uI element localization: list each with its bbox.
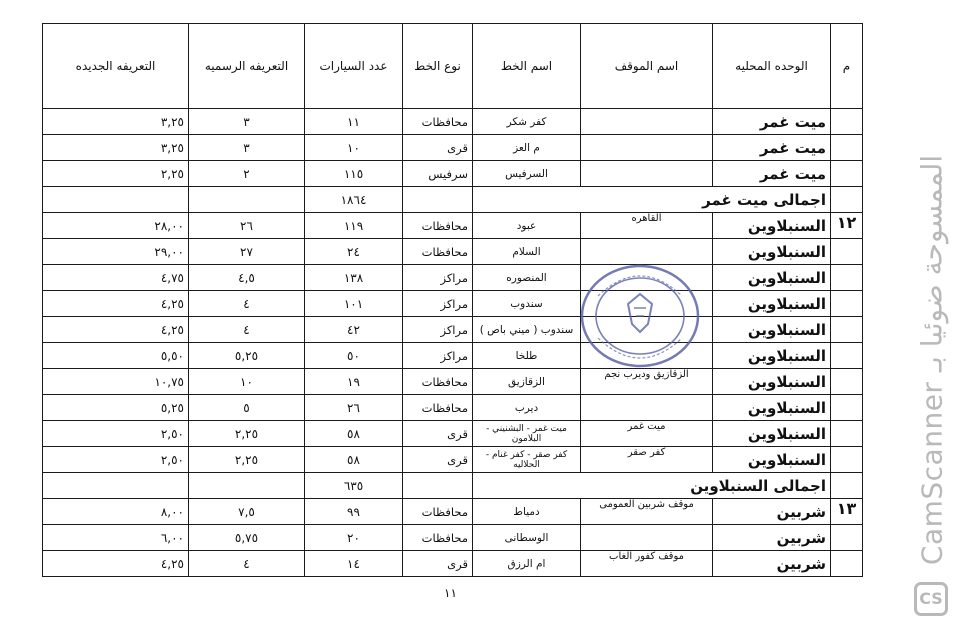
cell-m: ١٢ — [831, 213, 863, 239]
cell-unit: السنبلاوين — [713, 239, 831, 265]
cell-stop: موقف كفور الغاب — [581, 551, 713, 577]
cell-official-fare: ٧,٥ — [189, 499, 305, 525]
cell-line: دمياط — [473, 499, 581, 525]
cell-official-fare: ٢٧ — [189, 239, 305, 265]
cell-unit: شربين — [713, 551, 831, 577]
cell-stop — [581, 239, 713, 265]
cell-cars: ١١ — [305, 109, 403, 135]
cell-new-fare: ٥,٥٠ — [43, 343, 189, 369]
cell-unit: شربين — [713, 499, 831, 525]
cell-stop: القاهره — [581, 213, 713, 239]
cell-type — [403, 187, 473, 213]
cell-type: مراكز — [403, 291, 473, 317]
cell-line: كفر شكر — [473, 109, 581, 135]
cell-stop — [581, 161, 713, 187]
cell-new-fare: ٢,٢٥ — [43, 161, 189, 187]
cell-new-fare: ٣,٢٥ — [43, 109, 189, 135]
cell-m — [831, 135, 863, 161]
cell-unit: شربين — [713, 525, 831, 551]
cell-official-fare: ٤,٥ — [189, 265, 305, 291]
cell-type: محافظات — [403, 109, 473, 135]
cell-unit: ميت غمر — [713, 135, 831, 161]
cell-m — [831, 447, 863, 473]
cell-line: م العز — [473, 135, 581, 161]
cell-cars: ١٤ — [305, 551, 403, 577]
header-unit: الوحده المحليه — [713, 24, 831, 109]
cell-type: قرى — [403, 135, 473, 161]
cell-m — [831, 525, 863, 551]
cell-official-fare: ٢ — [189, 161, 305, 187]
header-row — [43, 24, 863, 109]
cell-line: عبود — [473, 213, 581, 239]
cell-m — [831, 551, 863, 577]
cell-cars: ٢٠ — [305, 525, 403, 551]
cell-type: محافظات — [403, 525, 473, 551]
table-row — [43, 447, 863, 473]
cell-m — [831, 473, 863, 499]
cell-m — [831, 187, 863, 213]
cell-m — [831, 161, 863, 187]
cell-new-fare — [43, 187, 189, 213]
cell-line: السرفيس — [473, 161, 581, 187]
cell-official-fare: ٤ — [189, 551, 305, 577]
cell-cars: ١٠ — [305, 135, 403, 161]
cell-official-fare: ٢,٢٥ — [189, 421, 305, 447]
table-row — [43, 499, 863, 525]
cell-stop — [581, 109, 713, 135]
cell-new-fare: ٢,٥٠ — [43, 421, 189, 447]
cell-type: محافظات — [403, 499, 473, 525]
cell-m: ١٣ — [831, 499, 863, 525]
cell-cars: ٢٦ — [305, 395, 403, 421]
cell-official-fare: ٤ — [189, 291, 305, 317]
cell-stop — [581, 395, 713, 421]
table-row — [43, 343, 863, 369]
cell-type: سرفيس — [403, 161, 473, 187]
scanner-watermark-text: CamScanner الممسوحة ضوئيا بـ — [915, 154, 949, 566]
cell-cars: ٥٠ — [305, 343, 403, 369]
cell-type: قرى — [403, 421, 473, 447]
cell-type: قرى — [403, 551, 473, 577]
cell-cars: ٥٨ — [305, 421, 403, 447]
table-row — [43, 291, 863, 317]
cell-m — [831, 369, 863, 395]
header-official-fare: التعريفه الرسميه — [189, 24, 305, 109]
header-cars: عدد السيارات — [305, 24, 403, 109]
cell-stop — [581, 525, 713, 551]
cell-unit: السنبلاوين — [713, 369, 831, 395]
cell-official-fare: ١٠ — [189, 369, 305, 395]
cell-line: ام الرزق — [473, 551, 581, 577]
cell-total-label: اجمالى ميت غمر — [473, 187, 831, 213]
cell-unit: ميت غمر — [713, 161, 831, 187]
cell-type: مراكز — [403, 265, 473, 291]
cell-line: سندوب ( ميني باص ) — [473, 317, 581, 343]
cell-new-fare: ٦,٠٠ — [43, 525, 189, 551]
cell-line: الزقازيق — [473, 369, 581, 395]
cell-official-fare: ٣ — [189, 109, 305, 135]
cell-official-fare — [189, 187, 305, 213]
cell-cars: ١٩ — [305, 369, 403, 395]
cell-m — [831, 421, 863, 447]
table-row — [43, 369, 863, 395]
cell-line: كفر صقر - كفر غنام - الحلاليه — [473, 447, 581, 473]
cell-cars-total: ١٨٦٤ — [305, 187, 403, 213]
cell-official-fare: ٢,٢٥ — [189, 447, 305, 473]
total-row — [43, 473, 863, 499]
table-row — [43, 239, 863, 265]
cell-official-fare — [189, 473, 305, 499]
header-line: اسم الخط — [473, 24, 581, 109]
cell-m — [831, 291, 863, 317]
cell-m — [831, 265, 863, 291]
cell-type: قرى — [403, 447, 473, 473]
cell-official-fare: ٢٦ — [189, 213, 305, 239]
cell-line: الوسطانى — [473, 525, 581, 551]
table-row — [43, 135, 863, 161]
cell-new-fare: ٢,٥٠ — [43, 447, 189, 473]
cell-type — [403, 473, 473, 499]
cell-official-fare: ٥,٧٥ — [189, 525, 305, 551]
cell-official-fare: ٥,٢٥ — [189, 343, 305, 369]
cell-m — [831, 395, 863, 421]
cell-line: ميت غمر - البشنيني - البلامون — [473, 421, 581, 447]
cell-total-label: اجمالى السنبلاوين — [473, 473, 831, 499]
header-new-fare: التعريفه الجديده — [43, 24, 189, 109]
cell-line: سندوب — [473, 291, 581, 317]
cell-new-fare: ٣,٢٥ — [43, 135, 189, 161]
cell-cars: ٢٤ — [305, 239, 403, 265]
cell-stop: الزقازيق وديرب نجم — [581, 369, 713, 395]
cell-unit: السنبلاوين — [713, 317, 831, 343]
cell-new-fare: ١٠,٧٥ — [43, 369, 189, 395]
cell-cars: ١١٩ — [305, 213, 403, 239]
cell-stop: كفر صقر — [581, 447, 713, 473]
cell-m — [831, 239, 863, 265]
cell-unit: السنبلاوين — [713, 291, 831, 317]
cell-type: محافظات — [403, 369, 473, 395]
cell-cars: ٥٨ — [305, 447, 403, 473]
cell-unit: السنبلاوين — [713, 213, 831, 239]
cell-new-fare — [43, 473, 189, 499]
table-row — [43, 317, 863, 343]
cell-stop: ميت غمر — [581, 421, 713, 447]
page-number: ١١ — [444, 586, 457, 600]
cell-cars: ١٠١ — [305, 291, 403, 317]
cell-unit: السنبلاوين — [713, 343, 831, 369]
table-row — [43, 109, 863, 135]
total-row — [43, 187, 863, 213]
cell-type: مراكز — [403, 343, 473, 369]
header-m: م — [831, 24, 863, 109]
cell-line: طلخا — [473, 343, 581, 369]
cell-line: ديرب — [473, 395, 581, 421]
table-row — [43, 551, 863, 577]
cell-new-fare: ٥,٢٥ — [43, 395, 189, 421]
header-stop: اسم الموقف — [581, 24, 713, 109]
cell-stop — [581, 135, 713, 161]
cell-official-fare: ٣ — [189, 135, 305, 161]
table-row — [43, 421, 863, 447]
cell-m — [831, 317, 863, 343]
cell-stop: موقف شربين العمومى — [581, 499, 713, 525]
cell-unit: السنبلاوين — [713, 421, 831, 447]
cell-type: محافظات — [403, 239, 473, 265]
cell-cars: ٤٢ — [305, 317, 403, 343]
cell-line: المنصوره — [473, 265, 581, 291]
fare-table — [42, 23, 863, 577]
cell-unit: السنبلاوين — [713, 447, 831, 473]
cell-new-fare: ٤,٢٥ — [43, 317, 189, 343]
cell-cars: ٩٩ — [305, 499, 403, 525]
cell-cars-total: ٦٣٥ — [305, 473, 403, 499]
table-row — [43, 395, 863, 421]
cell-type: محافظات — [403, 395, 473, 421]
table-row — [43, 525, 863, 551]
cell-unit: ميت غمر — [713, 109, 831, 135]
cell-cars: ١٣٨ — [305, 265, 403, 291]
cell-m — [831, 109, 863, 135]
cell-new-fare: ٨,٠٠ — [43, 499, 189, 525]
cell-new-fare: ٤,٢٥ — [43, 291, 189, 317]
camscanner-logo-icon: CS — [914, 582, 948, 616]
table-row — [43, 161, 863, 187]
cell-m — [831, 343, 863, 369]
cell-official-fare: ٤ — [189, 317, 305, 343]
cell-unit: السنبلاوين — [713, 395, 831, 421]
cell-type: مراكز — [403, 317, 473, 343]
table-row — [43, 213, 863, 239]
official-seal-stamp — [578, 262, 702, 370]
cell-new-fare: ٤,٢٥ — [43, 551, 189, 577]
header-type: نوع الخط — [403, 24, 473, 109]
cell-type: محافظات — [403, 213, 473, 239]
cell-new-fare: ٢٩,٠٠ — [43, 239, 189, 265]
cell-official-fare: ٥ — [189, 395, 305, 421]
cell-line: السلام — [473, 239, 581, 265]
table-row — [43, 265, 863, 291]
cell-new-fare: ٢٨,٠٠ — [43, 213, 189, 239]
cell-new-fare: ٤,٧٥ — [43, 265, 189, 291]
cell-cars: ١١٥ — [305, 161, 403, 187]
cell-unit: السنبلاوين — [713, 265, 831, 291]
